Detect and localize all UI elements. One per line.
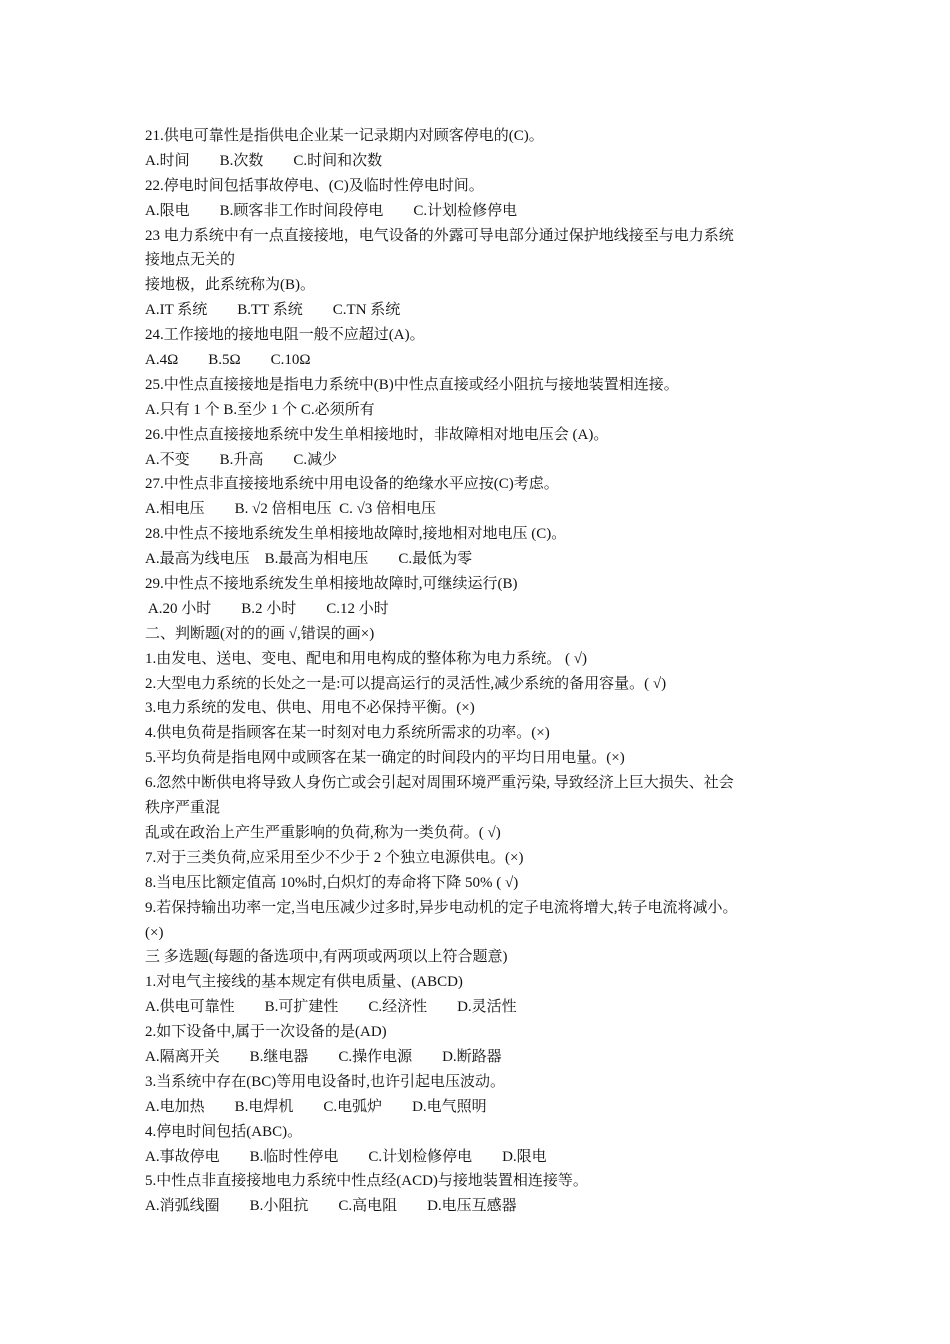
question-24: 24.工作接地的接地电阻一般不应超过(A)。 (145, 327, 425, 344)
judgment-8: 8.当电压比额定值高 10%时,白炽灯的寿命将下降 50% ( √) (145, 874, 519, 891)
question-22: 22.停电时间包括事故停电、(C)及临时性停电时间。 (145, 177, 484, 194)
question-28: 28.中性点不接地系统发生单相接地故障时,接地相对地电压 (C)。 (145, 526, 567, 543)
document-page (145, 124, 835, 1219)
multi-question-1-options: A.供电可靠性 B.可扩建性 C.经济性 D.灵活性 (145, 999, 517, 1016)
question-29: 29.中性点不接地系统发生单相接地故障时,可继续运行(B) (145, 576, 518, 593)
multi-question-2: 2.如下设备中,属于一次设备的是(AD) (145, 1024, 387, 1041)
question-23-part1: 23 电力系统中有一点直接接地，电气设备的外露可导电部分通过保护地线接至与电力系统 (145, 227, 734, 244)
multi-question-4-options: A.事故停电 B.临时性停电 C.计划检修停电 D.限电 (145, 1148, 547, 1165)
question-26: 26.中性点直接接地系统中发生单相接地时，非故障相对地电压会 (A)。 (145, 426, 609, 443)
question-23-part3: 接地极，此系统称为(B)。 (145, 277, 315, 294)
judgment-3: 3.电力系统的发电、供电、用电不必保持平衡。(×) (145, 700, 475, 717)
multi-question-3-options: A.电加热 B.电焊机 C.电弧炉 D.电气照明 (145, 1098, 487, 1115)
question-23-part2: 接地点无关的 (145, 252, 236, 269)
section-heading-true-false: 二、判断题(对的的画 √,错误的画×) (145, 625, 375, 642)
question-25: 25.中性点直接接地是指电力系统中(B)中性点直接或经小阻抗与接地装置相连接。 (145, 376, 679, 393)
judgment-9-part2: (×) (145, 924, 164, 941)
question-24-options: A.4Ω B.5Ω C.10Ω (145, 352, 311, 369)
judgment-7: 7.对于三类负荷,应采用至少不少于 2 个独立电源供电。(×) (145, 849, 524, 866)
judgment-6-part1: 6.忽然中断供电将导致人身伤亡或会引起对周围环境严重污染, 导致经济上巨大损失、社会 (145, 775, 734, 792)
question-27-options: A.相电压 B. √2 倍相电压 C. √3 倍相电压 (145, 501, 437, 518)
multi-question-1: 1.对电气主接线的基本规定有供电质量、(ABCD) (145, 974, 463, 991)
judgment-1: 1.由发电、送电、变电、配电和用电构成的整体称为电力系统。 ( √) (145, 650, 587, 667)
judgment-6-part3: 乱或在政治上产生严重影响的负荷,称为一类负荷。( √) (145, 824, 501, 841)
multi-question-4: 4.停电时间包括(ABC)。 (145, 1123, 303, 1140)
section-heading-multiple-choice: 三 多选题(每题的备选项中,有两项或两项以上符合题意) (145, 949, 508, 966)
question-25-options: A.只有 1 个 B.至少 1 个 C.必须所有 (145, 401, 375, 418)
judgment-6-part2: 秩序严重混 (145, 800, 221, 817)
multi-question-5: 5.中性点非直接接地电力系统中性点经(ACD)与接地装置相连接等。 (145, 1173, 588, 1190)
question-28-options: A.最高为线电压 B.最高为相电压 C.最低为零 (145, 551, 473, 568)
judgment-9-part1: 9.若保持输出功率一定,当电压减少过多时,异步电动机的定子电流将增大,转子电流将减小。 (145, 899, 738, 916)
question-27: 27.中性点非直接接地系统中用电设备的绝缘水平应按(C)考虑。 (145, 476, 559, 493)
question-22-options: A.限电 B.顾客非工作时间段停电 C.计划检修停电 (145, 202, 518, 219)
question-21: 21.供电可靠性是指供电企业某一记录期内对顾客停电的(C)。 (145, 128, 544, 144)
multi-question-3: 3.当系统中存在(BC)等用电设备时,也许引起电压波动。 (145, 1073, 506, 1090)
question-29-options: A.20 小时 B.2 小时 C.12 小时 (145, 600, 389, 617)
question-26-options: A.不变 B.升高 C.减少 (145, 451, 338, 468)
multi-question-2-options: A.隔离开关 B.继电器 C.操作电源 D.断路器 (145, 1048, 502, 1065)
judgment-5: 5.平均负荷是指电网中或顾客在某一确定的时间段内的平均日用电量。(×) (145, 750, 625, 767)
question-21-options: A.时间 B.次数 C.时间和次数 (145, 152, 383, 169)
judgment-4: 4.供电负荷是指顾客在某一时刻对电力系统所需求的功率。(×) (145, 725, 550, 742)
question-23-options: A.IT 系统 B.TT 系统 C.TN 系统 (145, 302, 401, 319)
multi-question-5-options: A.消弧线圈 B.小阻抗 C.高电阻 D.电压互感器 (145, 1198, 517, 1215)
judgment-2: 2.大型电力系统的长处之一是:可以提高运行的灵活性,减少系统的备用容量。( √) (145, 675, 667, 692)
